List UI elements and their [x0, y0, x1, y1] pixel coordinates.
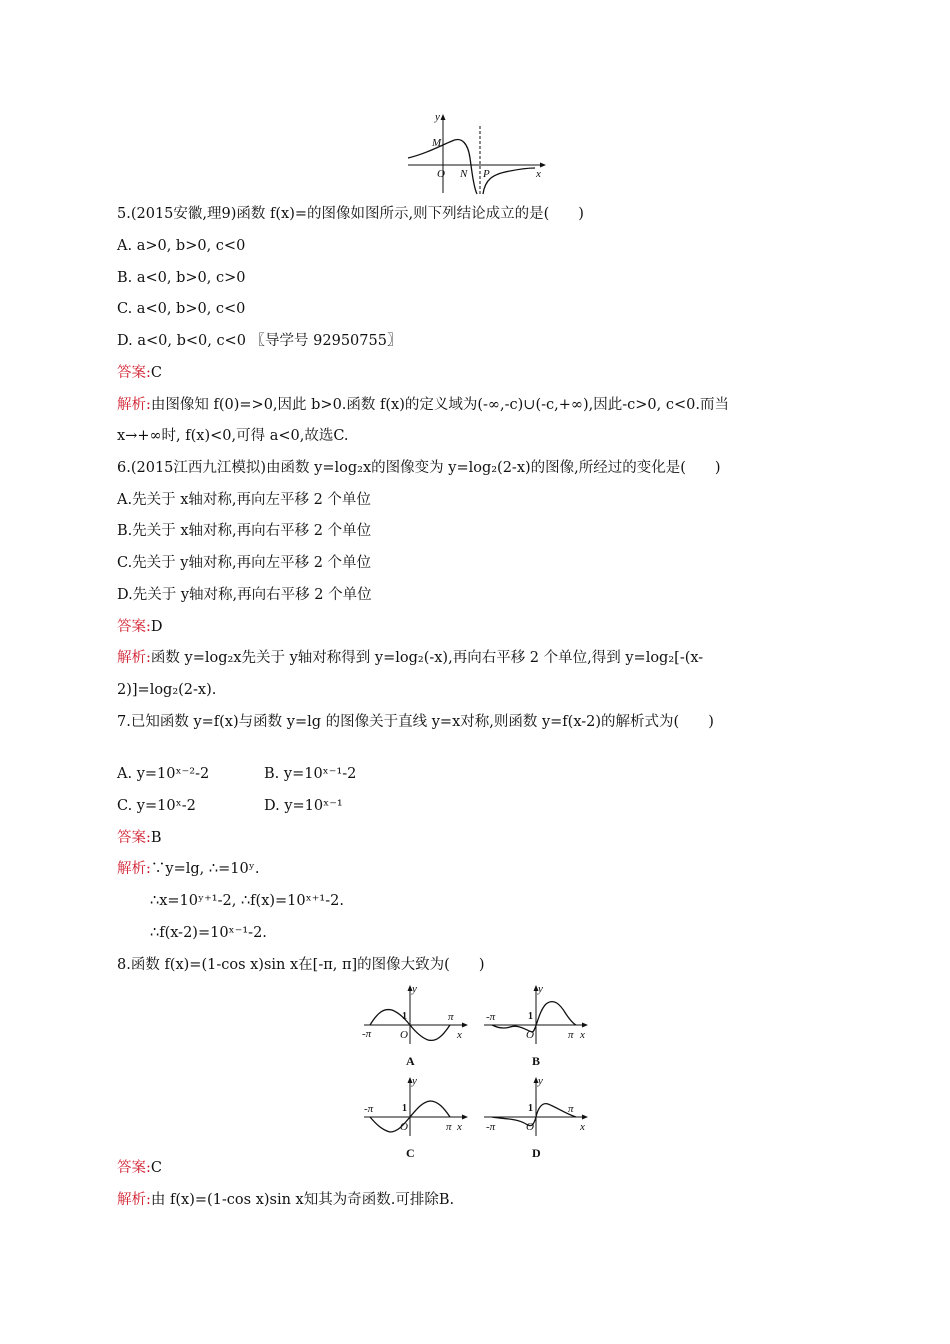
q5-figure — [400, 108, 550, 200]
svg-text:-π: -π — [486, 1011, 496, 1023]
svg-text:π: π — [568, 1103, 574, 1115]
svg-text:x: x — [536, 168, 541, 180]
svg-text:C: C — [406, 1146, 415, 1160]
q5-option-c: C. a<0, b>0, c<0 — [117, 301, 246, 317]
svg-text:B: B — [532, 1054, 541, 1068]
svg-text:N: N — [460, 168, 468, 180]
q8-graph-b — [480, 982, 592, 1072]
svg-text:x: x — [580, 1029, 585, 1041]
svg-text:π: π — [568, 1029, 574, 1041]
q5-analysis: 解析:由图像知 f(0)=>0,因此 b>0.函数 f(x)的定义域为(-∞,-c)∪(-c,+∞),因此-c>0, c<0.而当 — [117, 397, 729, 413]
q6-question: 6.(2015江西九江模拟)由函数 y=log₂x的图像变为 y=log₂(2-x)的图像,所经过的变化是( ) — [117, 460, 721, 476]
svg-text:O: O — [400, 1029, 408, 1041]
svg-text:P: P — [483, 168, 490, 180]
q7-analysis-2: ∴x=10ʸ⁺¹-2, ∴f(x)=10ˣ⁺¹-2. — [150, 893, 344, 909]
svg-text:1: 1 — [528, 1103, 533, 1114]
svg-text:O: O — [400, 1121, 408, 1133]
svg-text:-π: -π — [486, 1121, 496, 1133]
svg-text:y: y — [412, 983, 417, 995]
q5-analysis-cont: x→+∞时, f(x)<0,可得 a<0,故选C. — [117, 428, 349, 444]
curve — [492, 1002, 576, 1032]
svg-text:-π: -π — [362, 1028, 372, 1040]
q6-option-a: A.先关于 x轴对称,再向左平移 2 个单位 — [117, 492, 371, 508]
svg-text:y: y — [412, 1075, 417, 1087]
q7-option-d: D. y=10ˣ⁻¹ — [264, 798, 343, 814]
q7-option-c: C. y=10ˣ-2 — [117, 798, 196, 814]
svg-text:π: π — [448, 1011, 454, 1023]
svg-text:D: D — [532, 1146, 541, 1160]
svg-text:O: O — [526, 1121, 534, 1133]
svg-text:π: π — [446, 1121, 452, 1133]
q5-answer: 答案:C — [117, 365, 162, 381]
q7-answer: 答案:B — [117, 830, 162, 846]
svg-text:-π: -π — [364, 1103, 374, 1115]
svg-text:O: O — [526, 1029, 534, 1041]
q5-option-a: A. a>0, b>0, c<0 — [117, 238, 246, 254]
q8-graph-d — [480, 1074, 592, 1164]
q7-option-b: B. y=10ˣ⁻¹-2 — [264, 766, 357, 782]
q5-option-b: B. a<0, b>0, c>0 — [117, 270, 246, 286]
q7-option-a: A. y=10ˣ⁻²-2 — [117, 766, 210, 782]
svg-text:x: x — [457, 1029, 462, 1041]
q6-analysis: 解析:函数 y=log₂x先关于 y轴对称得到 y=log₂(-x),再向右平移 2 个单位,得到 y=log₂[-(x- — [117, 650, 704, 666]
q8-question: 8.函数 f(x)=(1-cos x)sin x在[-π, π]的图像大致为( ) — [117, 957, 485, 973]
q5-option-d: D. a<0, b<0, c<0 〖导学号 92950755〗 — [117, 333, 402, 349]
q6-option-c: C.先关于 y轴对称,再向左平移 2 个单位 — [117, 555, 372, 571]
svg-text:1: 1 — [402, 1011, 407, 1022]
q8-analysis: 解析:由 f(x)=(1-cos x)sin x知其为奇函数.可排除B. — [117, 1192, 455, 1208]
svg-text:A: A — [406, 1054, 415, 1068]
curve-right — [483, 168, 535, 194]
svg-text:x: x — [457, 1121, 462, 1133]
svg-text:M: M — [432, 137, 442, 149]
svg-text:y: y — [435, 111, 440, 123]
svg-text:x: x — [580, 1121, 585, 1133]
svg-text:y: y — [538, 983, 543, 995]
svg-text:1: 1 — [528, 1011, 533, 1022]
q8-graph-a — [360, 982, 472, 1072]
q6-answer: 答案:D — [117, 619, 163, 635]
q8-graph-c — [360, 1074, 472, 1164]
q8-answer: 答案:C — [117, 1160, 162, 1176]
q7-analysis-3: ∴f(x-2)=10ˣ⁻¹-2. — [150, 925, 267, 941]
curve — [492, 1104, 576, 1126]
q7-question: 7.已知函数 y=f(x)与函数 y=lg 的图像关于直线 y=x对称,则函数 y=f(x-2)的解析式为( ) — [117, 714, 714, 730]
svg-text:1: 1 — [402, 1103, 407, 1114]
q5-question: 5.(2015安徽,理9)函数 f(x)=的图像如图所示,则下列结论成立的是( ) — [117, 206, 584, 222]
q6-analysis-cont: 2)]=log₂(2-x). — [117, 682, 217, 698]
svg-text:O: O — [437, 168, 445, 180]
q6-option-d: D.先关于 y轴对称,再向右平移 2 个单位 — [117, 587, 372, 603]
q6-option-b: B.先关于 x轴对称,再向右平移 2 个单位 — [117, 523, 372, 539]
q7-analysis: 解析:∵y=lg, ∴=10ʸ. — [117, 861, 260, 877]
svg-text:y: y — [538, 1075, 543, 1087]
